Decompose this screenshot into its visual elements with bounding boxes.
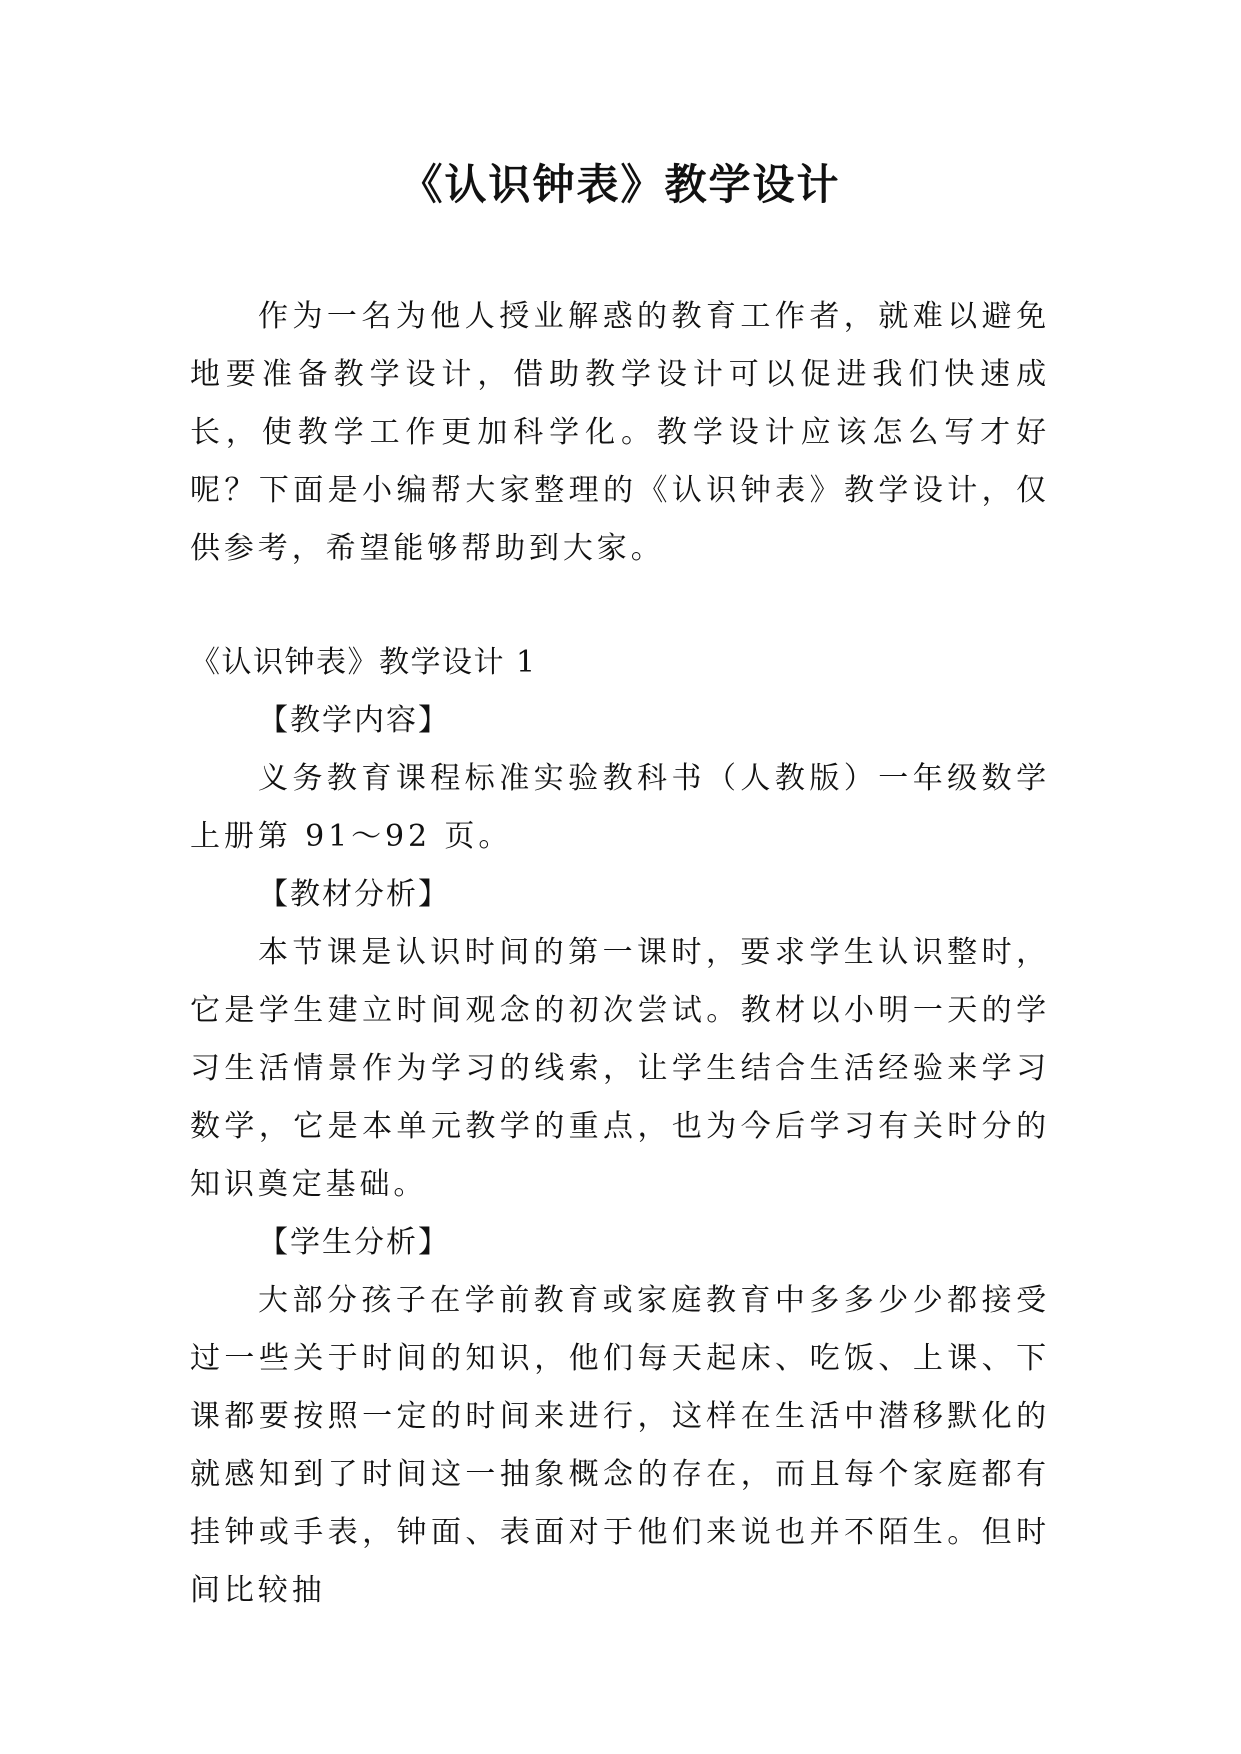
content-heading: 【教学内容】 bbox=[258, 703, 450, 738]
materials-paragraph: 本节课是认识时间的第一课时，要求学生认识整时，它是学生建立时间观念的初次尝试。教材以小明一天的学习生活情景作为学习的线索，让学生结合生活经验来学习数学，它是本单元教学的重点，也为今后学习有关时分的知识奠定基础。 bbox=[190, 935, 1050, 1202]
document-title: 《认识钟表》教学设计 bbox=[400, 160, 841, 209]
intro-block bbox=[190, 288, 1050, 578]
section-1 bbox=[190, 634, 1050, 1620]
students-paragraph: 大部分孩子在学前教育或家庭教育中多多少少都接受过一些关于时间的知识，他们每天起床、吃饭、上课、下课都要按照一定的时间来进行，这样在生活中潜移默化的就感知到了时间这一抽象概念的存在，而且每个家庭都有挂钟或手表，钟面、表面对于他们来说也并不陌生。但时间比较抽 bbox=[190, 1283, 1050, 1608]
content-paragraph: 义务教育课程标准实验教科书（人教版）一年级数学上册第 91～92 页。 bbox=[190, 761, 1050, 854]
students-heading: 【学生分析】 bbox=[258, 1225, 450, 1260]
materials-heading: 【教材分析】 bbox=[258, 877, 450, 912]
intro-paragraph: 作为一名为他人授业解惑的教育工作者，就难以避免地要准备教学设计，借助教学设计可以促进我们快速成长，使教学工作更加科学化。教学设计应该怎么写才好呢？下面是小编帮大家整理的《认识钟表》教学设计，仅供参考，希望能够帮助到大家。 bbox=[190, 299, 1050, 566]
section-heading: 《认识钟表》教学设计 1 bbox=[190, 645, 537, 680]
